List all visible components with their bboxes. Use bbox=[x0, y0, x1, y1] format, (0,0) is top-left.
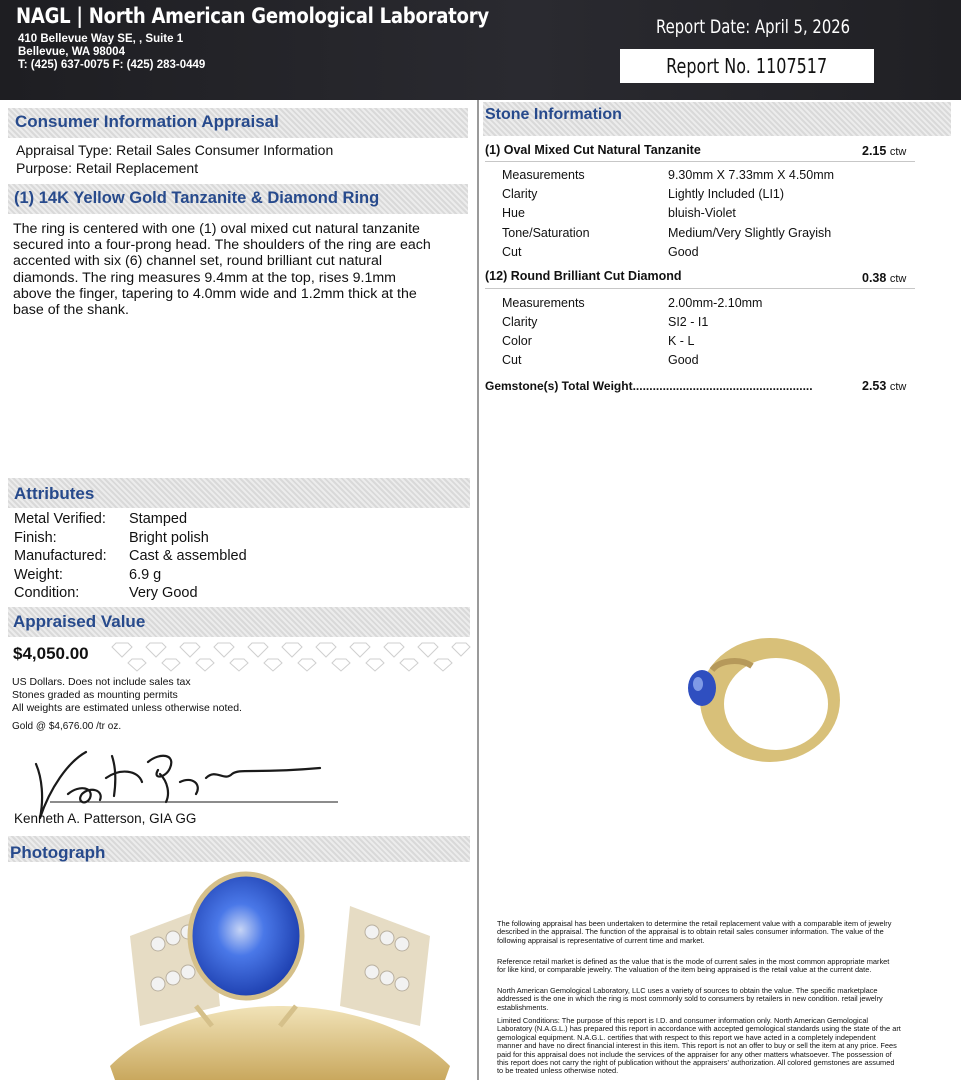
appraisal-purpose: Purpose: Retail Replacement bbox=[16, 160, 199, 176]
attribute-value: Cast & assembled bbox=[129, 548, 247, 564]
disclaimer-line: gemological equipment. N.A.G.L. certifies that with respect to this report we have acted in a completely independent bbox=[497, 1032, 876, 1042]
consumer-title: Consumer Information Appraisal bbox=[15, 112, 279, 131]
disclaimer-line: to be treated unless otherwise noted. bbox=[497, 1066, 619, 1076]
lab-name: NAGL | North American Gemological Laboratory bbox=[16, 4, 489, 28]
report-number: Report No. 1107517 bbox=[666, 54, 828, 78]
stone-value: bluish-Violet bbox=[668, 206, 736, 220]
disclaimer-line: described in the appraisal. The function of the appraisal is to obtain retail sales consumer information. The value of the bbox=[497, 927, 884, 937]
disclaimer-line: Laboratory (N.A.G.L.) has prepared this report in accordance with accepted gemological standards using the state of the art bbox=[497, 1024, 901, 1034]
stone-key: Tone/Saturation bbox=[502, 226, 590, 240]
stone-weight-value: 0.38 bbox=[862, 271, 887, 285]
item-title: (1) 14K Yellow Gold Tanzanite & Diamond Ring bbox=[14, 189, 380, 207]
stone-name: (12) Round Brilliant Cut Diamond bbox=[485, 269, 682, 283]
diamond-pattern-icon bbox=[110, 637, 472, 673]
report-date: Report Date: April 5, 2026 bbox=[656, 16, 851, 38]
stone-weight-value: 2.15 bbox=[862, 144, 887, 158]
stone-value: Lightly Included (LI1) bbox=[668, 187, 785, 201]
disclaimer-paragraph bbox=[497, 920, 947, 945]
stone-key: Cut bbox=[502, 353, 522, 367]
description-line: accented with six (6) channel set, round brilliant cut natural bbox=[13, 253, 383, 270]
stone-key: Cut bbox=[502, 245, 522, 259]
appraised-value: $4,050.00 bbox=[13, 644, 89, 663]
attribute-value: Stamped bbox=[129, 511, 188, 527]
disclaimer-line: paid for this appraisal does not include the services of the appraiser for any other matters whatsoever. The possession of bbox=[497, 1049, 892, 1059]
disclaimer-paragraph bbox=[497, 958, 947, 975]
description-line: above the finger, tapering to 4.0mm wide and 1.2mm thick at the bbox=[13, 285, 417, 302]
stone-value: Medium/Very Slightly Grayish bbox=[668, 226, 832, 240]
diamond-pattern bbox=[110, 637, 472, 673]
disclaimer-line: this report does not carry the right of publication without the appraisers' authorization. All colored gemstones are assumed bbox=[497, 1058, 895, 1068]
disclaimer-line: manner and have no direct financial interest in this item. This report is not an offer to buy or sell the item at any price. Fees bbox=[497, 1041, 897, 1051]
description-line: secured into a four-prong head. The shoulders of the ring are each bbox=[13, 237, 431, 254]
ring-photo-front bbox=[100, 866, 460, 1080]
disclaimer-line: North American Gemological Laboratory, LLC uses a variety of sources to obtain the value. The specific marketplace bbox=[497, 986, 878, 995]
stone-value: Good bbox=[668, 245, 699, 259]
attribute-value: Bright polish bbox=[129, 530, 209, 546]
stone-weight bbox=[862, 271, 906, 285]
disclaimer-line: following appraisal is representative of current time and market. bbox=[497, 935, 705, 945]
attribute-key: Weight: bbox=[14, 567, 63, 583]
attributes-title: Attributes bbox=[14, 484, 95, 503]
attribute-key: Finish: bbox=[14, 530, 57, 546]
disclaimer-line: Limited Conditions: The purpose of this report is I.D. and consumer information only. North American Gemological bbox=[497, 1016, 869, 1025]
ring-photo-side bbox=[660, 600, 850, 790]
stone-value: 2.00mm-2.10mm bbox=[668, 296, 763, 310]
total-weight-label: Gemstone(s) Total Weight...................................................... bbox=[485, 379, 813, 393]
attribute-value: 6.9 g bbox=[129, 567, 162, 583]
value-note: Stones graded as mounting permits bbox=[12, 689, 178, 701]
appraisal-type: Appraisal Type: Retail Sales Consumer Information bbox=[16, 142, 334, 158]
stone-value: K - L bbox=[668, 334, 695, 348]
stone-info-title: Stone Information bbox=[485, 106, 622, 123]
stone-key: Clarity bbox=[502, 315, 538, 329]
item-description bbox=[13, 221, 471, 318]
disclaimer-paragraph bbox=[497, 1017, 947, 1076]
disclaimer-line: addressed is the one in which the ring is most commonly sold to consumers by retailers in new condition. retail jewelry bbox=[497, 994, 883, 1004]
stone-key: Hue bbox=[502, 206, 525, 220]
description-line: diamonds. The ring measures 9.4mm at the top, rises 9.1mm bbox=[13, 269, 396, 286]
stone-weight bbox=[862, 144, 906, 158]
address-line-1: 410 Bellevue Way SE, , Suite 1 bbox=[18, 33, 184, 45]
stone-key: Measurements bbox=[502, 168, 585, 182]
stone-name: (1) Oval Mixed Cut Natural Tanzanite bbox=[485, 143, 701, 157]
total-weight bbox=[862, 379, 906, 393]
column-divider bbox=[477, 100, 479, 1080]
stone-value: SI2 - I1 bbox=[668, 315, 709, 329]
total-weight-value: 2.53 bbox=[862, 379, 887, 393]
disclaimer-line: Reference retail market is defined as the value that is the mode of current sales in the most common appropriate market bbox=[497, 957, 890, 966]
stone-key: Measurements bbox=[502, 296, 585, 310]
stone-key: Color bbox=[502, 334, 532, 348]
total-weight-unit: ctw bbox=[889, 381, 907, 393]
photograph-title: Photograph bbox=[10, 843, 106, 862]
attribute-value: Very Good bbox=[129, 585, 198, 601]
address-line-2: Bellevue, WA 98004 bbox=[18, 46, 125, 58]
stone-value: 9.30mm X 7.33mm X 4.50mm bbox=[668, 168, 835, 182]
description-line: The ring is centered with one (1) oval mixed cut natural tanzanite bbox=[13, 221, 420, 237]
value-note: US Dollars. Does not include sales tax bbox=[12, 676, 191, 688]
description-line: base of the shank. bbox=[13, 302, 129, 319]
disclaimer-line: establishments. bbox=[497, 1002, 549, 1012]
stone-separator bbox=[485, 161, 915, 162]
appraiser-name: Kenneth A. Patterson, GIA GG bbox=[14, 811, 197, 826]
disclaimer-paragraph bbox=[497, 987, 947, 1012]
disclaimer-line: for like kind, or comparable jewelry. The valuation of the item being appraised is the retail value at the current date. bbox=[497, 965, 872, 975]
stone-weight-unit: ctw bbox=[889, 273, 907, 285]
disclaimer-line: The following appraisal has been undertaken to determine the retail replacement value with a comparable item of jewelry bbox=[497, 919, 892, 928]
stone-weight-unit: ctw bbox=[889, 146, 907, 158]
report-header bbox=[0, 0, 961, 100]
gold-price: Gold @ $4,676.00 /tr oz. bbox=[12, 721, 122, 732]
lab-address bbox=[18, 33, 205, 72]
attribute-key: Manufactured: bbox=[14, 548, 107, 564]
stone-separator bbox=[485, 288, 915, 289]
report-number-box bbox=[620, 49, 874, 83]
attribute-key: Metal Verified: bbox=[14, 511, 106, 527]
value-note: All weights are estimated unless otherwise noted. bbox=[12, 702, 242, 714]
stone-value: Good bbox=[668, 353, 699, 367]
appraised-title: Appraised Value bbox=[13, 612, 146, 631]
attribute-key: Condition: bbox=[14, 585, 80, 601]
phone-numbers: T: (425) 637-0075 F: (425) 283-0449 bbox=[18, 59, 206, 71]
stone-key: Clarity bbox=[502, 187, 538, 201]
